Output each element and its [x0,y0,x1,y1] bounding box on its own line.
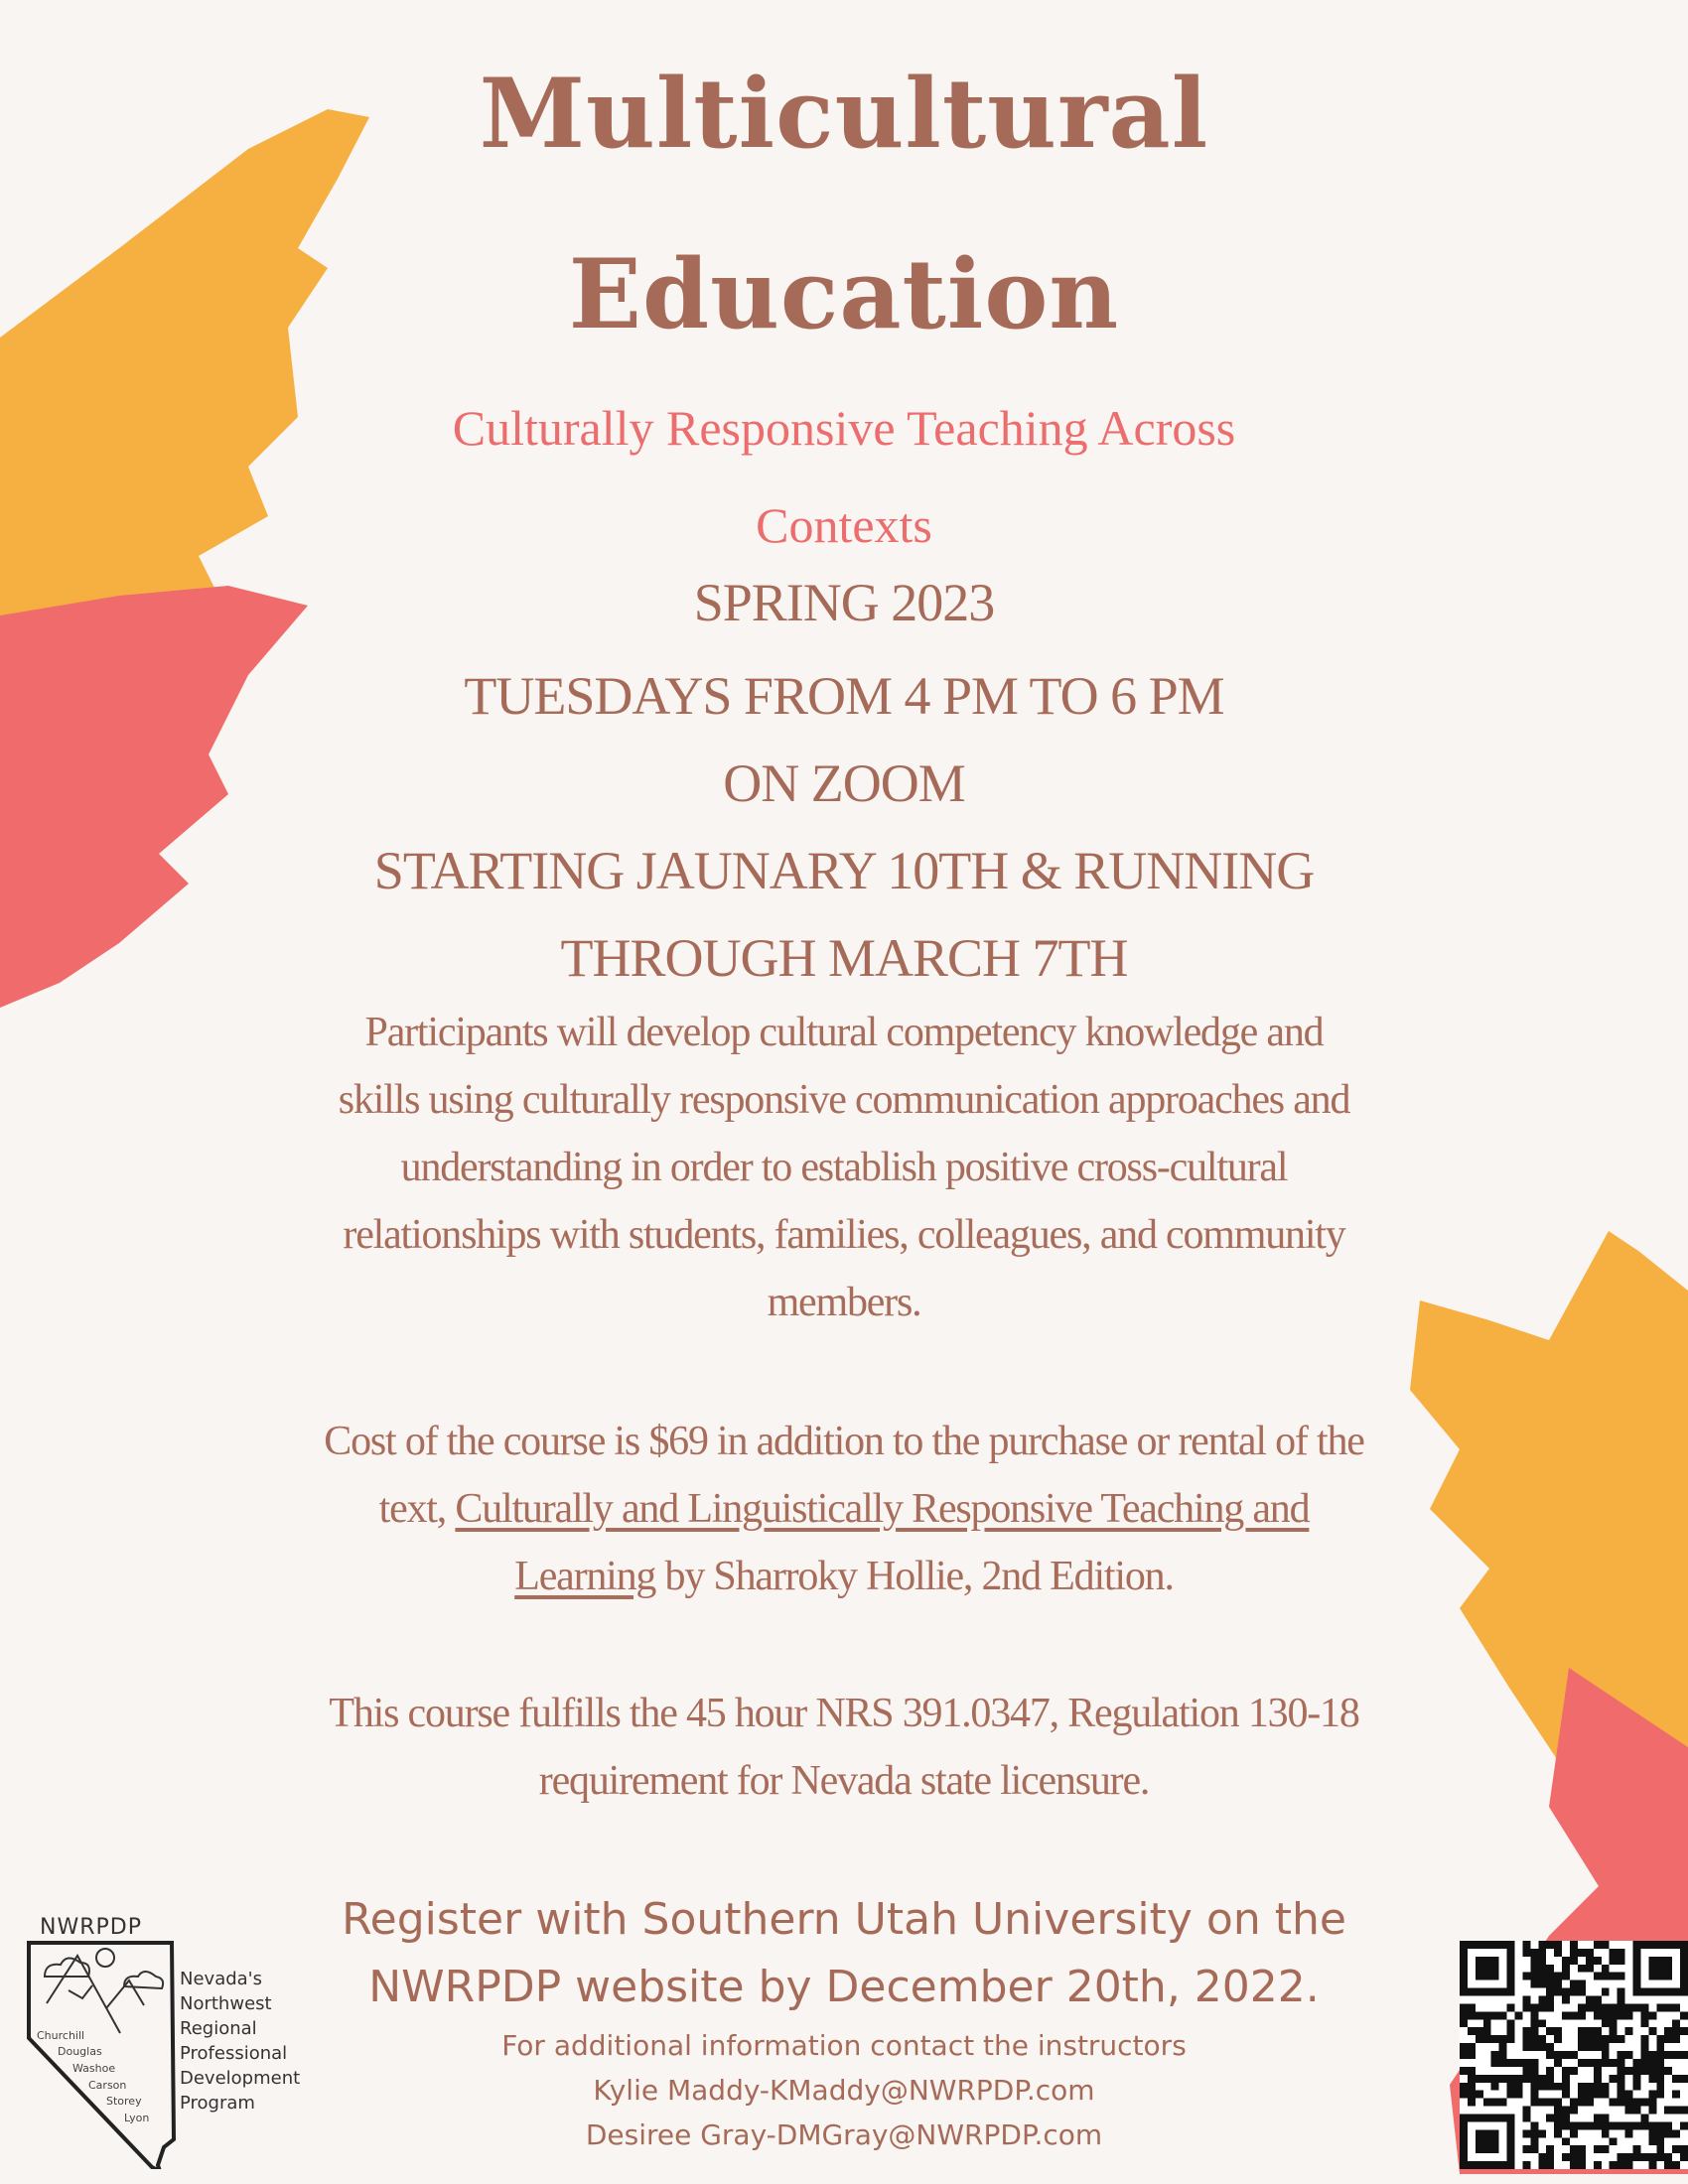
description-line: relationships with students, families, colleagues, and community [343,1212,1345,1258]
cost-text-prefix: text, [378,1486,456,1532]
description-line: Participants will develop cultural competency knowledge and [364,1010,1324,1055]
register-line-1: Register with Southern Utah University on the [342,1894,1346,1945]
title-line-2: Education [568,238,1120,350]
book-title-link[interactable]: Culturally and Linguistically Responsive Teaching and [455,1486,1310,1532]
nwrpdp-logo [25,1911,352,2169]
county-label: Carson [88,2079,127,2092]
logo-text: Professional [180,2043,288,2064]
cost-line-3 [0,1553,1688,1600]
logo-text: Northwest [180,1993,272,2014]
requirement-line: requirement for Nevada state licensure. [538,1758,1150,1804]
county-label: Washoe [72,2062,116,2075]
cost-line-2 [0,1485,1688,1533]
logo-text: Nevada's [180,1969,263,1989]
county-label: Lyon [124,2112,150,2124]
description-line: understanding in order to establish positive cross-cultural [400,1145,1288,1190]
register-line-2: NWRPDP website by December 20th, 2022. [368,1962,1320,2012]
logo-text: Development [180,2068,301,2089]
term: SPRING 2023 [693,573,995,632]
schedule-location: ON ZOOM [723,753,965,813]
contact-intro: For additional information contact the instructors [501,2029,1187,2062]
county-label: Storey [106,2095,142,2108]
logo-text: Program [180,2093,255,2114]
county-label: Churchill [37,2029,85,2042]
schedule-start: STARTING JAUNARY 10TH & RUNNING [373,841,1315,900]
qr-code[interactable] [1460,1938,1688,2172]
county-label: Douglas [58,2045,102,2058]
title-line-1: Multicultural [479,58,1209,170]
requirement-line: This course fulfills the 45 hour NRS 391.0347, Regulation 130-18 [329,1691,1359,1736]
description-line: members. [767,1280,921,1325]
subtitle-line-2: Contexts [756,497,932,553]
cost-line-1: Cost of the course is $69 in addition to the purchase or rental of the [324,1419,1364,1464]
logo-full-name [180,1967,300,2116]
schedule-end: THROUGH MARCH 7TH [560,928,1128,988]
book-title-link-continued[interactable]: Learning [514,1554,656,1599]
logo-text: Regional [180,2018,257,2039]
logo-abbreviation: NWRPDP [40,1915,142,1940]
contact-email-desiree[interactable]: Desiree Gray-DMGray@NWRPDP.com [585,2118,1103,2151]
contact-email-kylie[interactable]: Kylie Maddy-KMaddy@NWRPDP.com [593,2074,1095,2107]
book-author: by Sharroky Hollie, 2nd Edition. [655,1554,1174,1599]
subtitle-line-1: Culturally Responsive Teaching Across [452,400,1236,456]
nevada-map-icon [25,1911,184,2169]
description-line: skills using culturally responsive communication approaches and [338,1077,1350,1123]
schedule-time: TUESDAYS FROM 4 PM TO 6 PM [464,666,1224,726]
